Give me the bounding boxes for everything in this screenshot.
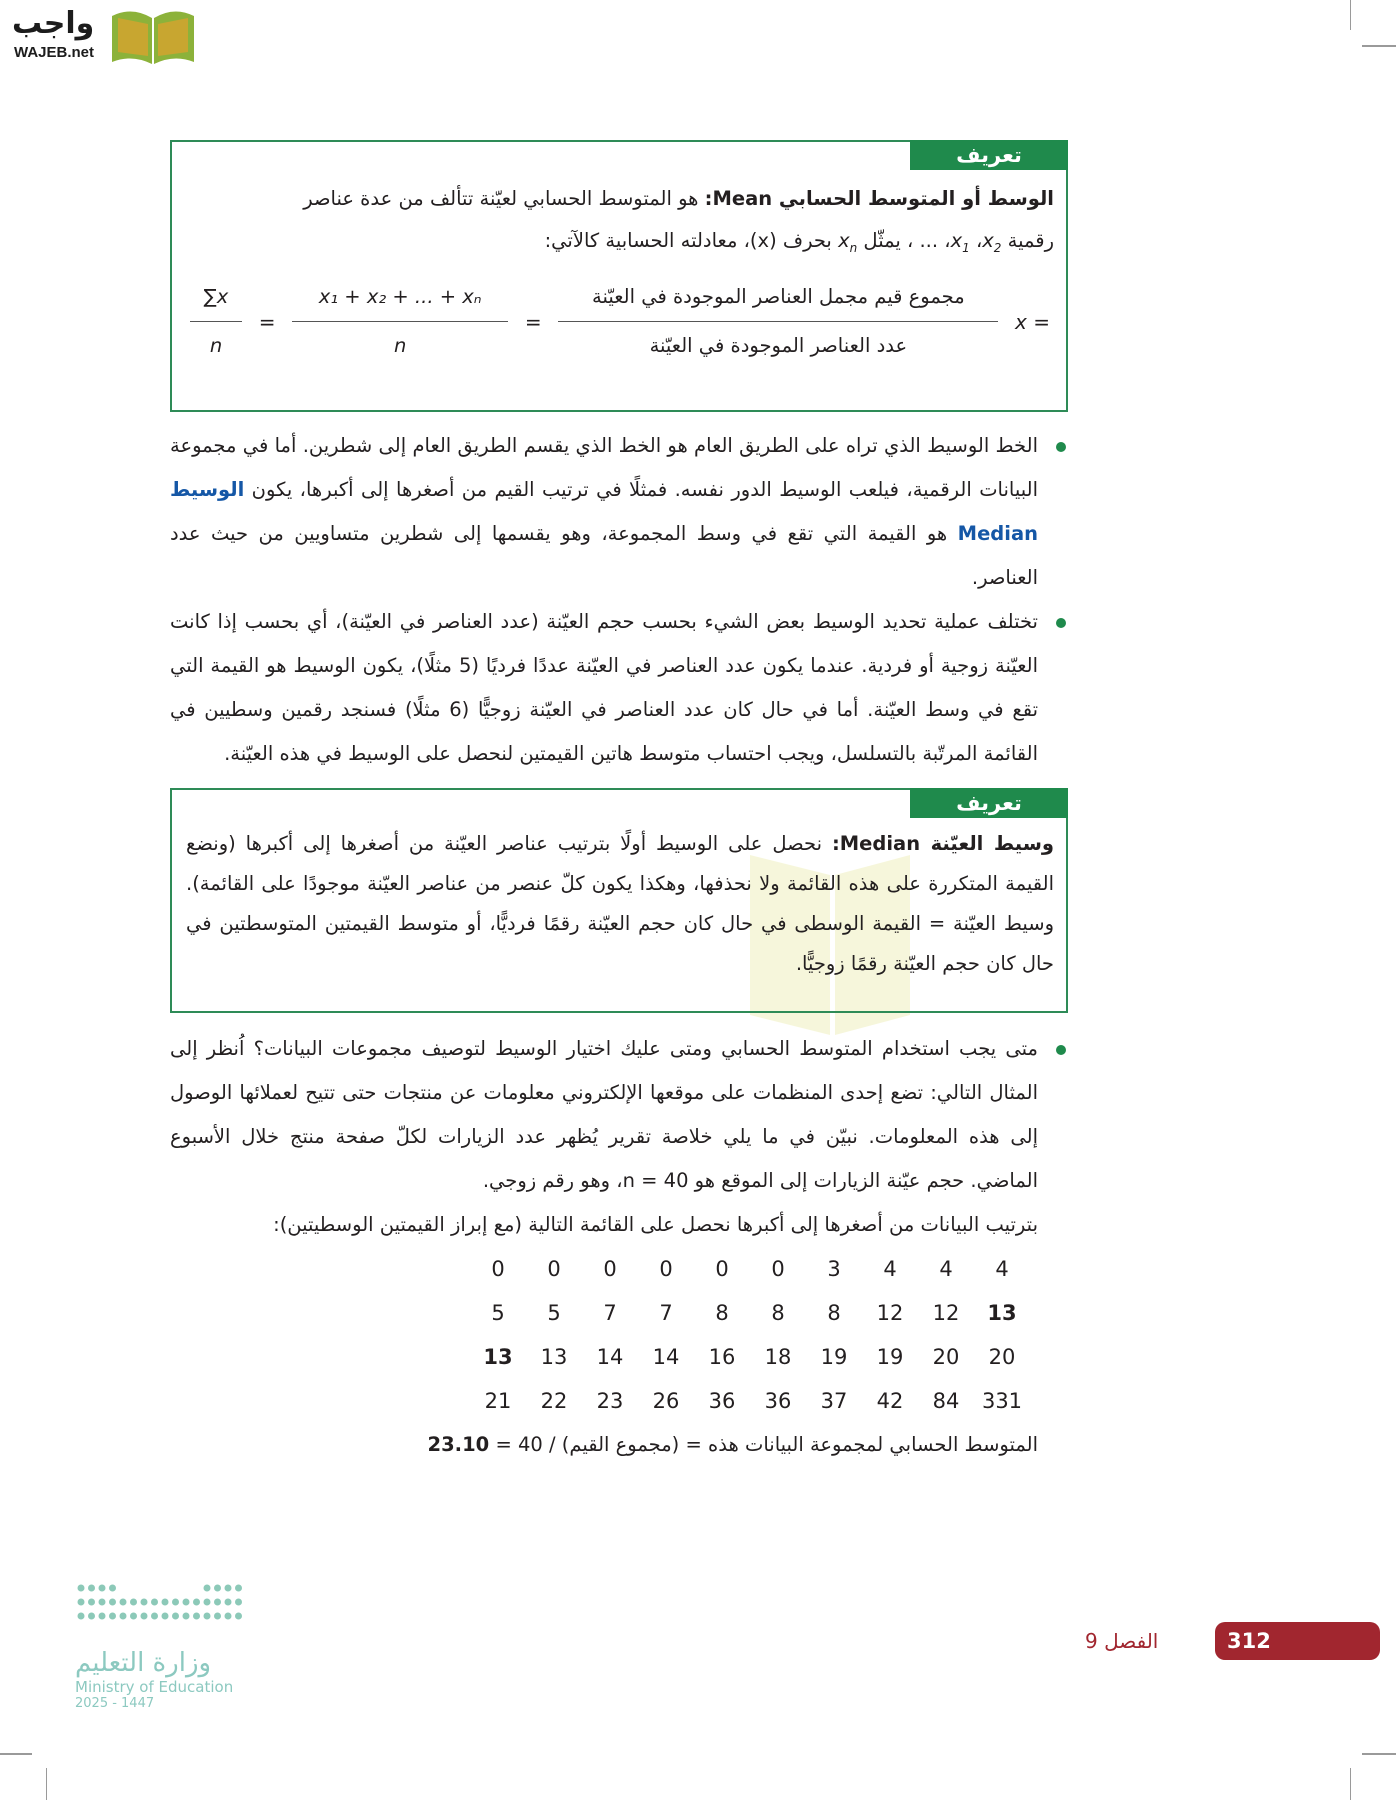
formula-fraction-sum xyxy=(292,277,508,367)
crop-mark xyxy=(1362,45,1396,47)
fraction-denominator: عدد العناصر الموجودة في العيّنة xyxy=(649,334,908,358)
logo-dot xyxy=(214,1585,221,1592)
page-content xyxy=(170,140,1068,1467)
sorted-value-cell: 331 xyxy=(981,1389,1023,1413)
formula-fraction-words xyxy=(558,277,998,367)
sorted-value-cell: 4 xyxy=(995,1257,1009,1281)
sorted-value-cell: 4 xyxy=(883,1257,897,1281)
definition-tab: تعريف xyxy=(910,788,1068,818)
sort-intro xyxy=(170,1203,1038,1247)
sorted-value-cell: 5 xyxy=(547,1301,561,1325)
xn-symbol: $x_n$ xyxy=(838,229,858,255)
text-fragment: ، xyxy=(975,229,983,252)
text-fragment: ، ... ، يمثّل xyxy=(863,229,951,252)
logo-dot xyxy=(130,1599,137,1606)
crop-mark xyxy=(0,1753,32,1755)
logo-dot xyxy=(99,1613,106,1620)
logo-dot xyxy=(99,1599,106,1606)
fraction-denominator: n xyxy=(209,334,223,358)
logo-dot xyxy=(109,1613,116,1620)
sorted-value-cell: 0 xyxy=(659,1257,673,1281)
ministry-dots-icon xyxy=(75,1580,245,1640)
ministry-logo xyxy=(75,1580,255,1711)
ministry-year: 2025 - 1447 xyxy=(75,1696,155,1711)
sorted-value-cell: 0 xyxy=(715,1257,729,1281)
x2-symbol: $x_2$ xyxy=(982,229,1002,255)
definition-box-median xyxy=(170,788,1068,1013)
mean-value: 23.10 xyxy=(427,1433,490,1456)
logo-dot xyxy=(172,1599,179,1606)
sorted-value-cell: 13 xyxy=(540,1345,568,1369)
logo-dot xyxy=(130,1613,137,1620)
text-fragment: هو القيمة التي تقع في وسط المجموعة، وهو يقسمها إلى شطرين متساويين من حيث عدد العناصر. xyxy=(170,522,1038,589)
sorted-value-cell: 36 xyxy=(708,1389,736,1413)
x1-symbol: $x_1$ xyxy=(950,229,970,255)
fraction-numerator: مجموع قيم مجمل العناصر الموجودة في العيّنة xyxy=(592,284,965,308)
bullet-median-intro xyxy=(170,424,1038,600)
crop-mark xyxy=(46,1768,47,1800)
sorted-value-cell: 21 xyxy=(484,1389,512,1413)
logo-dot xyxy=(78,1585,85,1592)
fraction-bar xyxy=(190,321,242,323)
bullet-icon xyxy=(1056,618,1066,628)
sorted-value-cell: 84 xyxy=(932,1389,960,1413)
logo-dot xyxy=(88,1585,95,1592)
logo-dot xyxy=(162,1599,169,1606)
logo-dot xyxy=(141,1613,148,1620)
fraction-bar xyxy=(558,321,998,323)
logo-dot xyxy=(225,1585,232,1592)
logo-dot xyxy=(120,1599,127,1606)
logo-dot xyxy=(204,1599,211,1606)
definition-text xyxy=(186,824,1054,984)
book-icon xyxy=(108,6,198,66)
logo-dot xyxy=(141,1599,148,1606)
equals-sign: = xyxy=(524,309,542,334)
sorted-value-cell: 0 xyxy=(491,1257,505,1281)
sorted-value-cell: 7 xyxy=(603,1301,617,1325)
sorted-value-cell: 19 xyxy=(820,1345,848,1369)
fraction-denominator: n xyxy=(393,334,407,358)
mean-result xyxy=(170,1423,1038,1467)
definition-term: الوسط أو المتوسط الحسابي Mean: xyxy=(704,187,1054,210)
definition-term: وسيط العيّنة Median: xyxy=(831,832,1055,855)
bullet-mean-vs-median xyxy=(170,1027,1038,1203)
equals-sign: = xyxy=(258,309,276,334)
logo-dot xyxy=(109,1585,116,1592)
sorted-value-cell: 12 xyxy=(932,1301,960,1325)
logo-dot xyxy=(88,1599,95,1606)
logo-text: واجب xyxy=(12,6,95,41)
sorted-value-cell: 20 xyxy=(932,1345,960,1369)
sorted-value-cell: 20 xyxy=(988,1345,1016,1369)
sorted-value-cell: 16 xyxy=(708,1345,736,1369)
sorted-value-cell: 22 xyxy=(540,1389,568,1413)
logo-dot xyxy=(214,1613,221,1620)
sorted-value-cell: 14 xyxy=(652,1345,680,1369)
bullet-median-odd-even xyxy=(170,600,1038,776)
logo-dot xyxy=(235,1585,242,1592)
logo-dot xyxy=(88,1613,95,1620)
sorted-value-cell: 12 xyxy=(876,1301,904,1325)
page-number-badge: 312 xyxy=(1215,1622,1380,1660)
crop-mark xyxy=(1350,1768,1351,1800)
logo-dot xyxy=(193,1599,200,1606)
bullet-text: متى يجب استخدام المتوسط الحسابي ومتى عليك اختيار الوسيط لتوصيف مجموعات البيانات؟ اُنظر إلى المثال التالي: تضع إحدى المنظمات على موقعها الإلكتروني معلومات عن منتجات حتى تتيح لعملائها الوصول إلى هذه المعلومات. نبيّن في ما يلي خلاصة تقرير يُظهر عدد الزيارات لكلّ صفحة منتج خلال الأسبوع الماضي. حجم عيّنة الزيارات إلى الموقع هو n = 40، وهو رقم زوجي. xyxy=(170,1037,1038,1192)
formula-fraction-sigma xyxy=(190,277,242,367)
ministry-name-en: Ministry of Education xyxy=(75,1678,234,1696)
definition-text xyxy=(186,178,1054,220)
logo-dot xyxy=(193,1613,200,1620)
sorted-value-cell: 26 xyxy=(652,1389,680,1413)
logo-dot xyxy=(78,1599,85,1606)
logo-subtext: WAJEB.net xyxy=(14,44,95,61)
text-fragment: بحرف (x)، معادلته الحسابية كالآتي: xyxy=(544,229,832,252)
sorted-value-cell: 14 xyxy=(596,1345,624,1369)
median-highlight: الوسيط Median xyxy=(170,478,1038,545)
text-fragment: رقمية xyxy=(1007,229,1054,252)
bullet-icon xyxy=(1056,1045,1066,1055)
crop-mark xyxy=(1362,1753,1396,1755)
logo-dot xyxy=(151,1613,158,1620)
logo-dot xyxy=(109,1599,116,1606)
logo-dot xyxy=(99,1585,106,1592)
logo-dot xyxy=(204,1613,211,1620)
sorted-value-cell: 42 xyxy=(876,1389,904,1413)
definition-body: نحصل على الوسيط أولًا بترتيب عناصر العيّنة من أصغرها إلى أكبرها (ونضع القيمة المتكررة على هذه القائمة ولا نحذفها، وهكذا يكون كلّ عنصر من عناصر العيّنة موجودًا على القائمة). وسيط العيّنة = القيمة الوسطى في حال كان حجم العيّنة رقمًا فرديًّا، أو متوسط القيمتين المتوسطتين في حال كان حجم العيّنة رقمًا زوجيًّا. xyxy=(186,832,1054,975)
logo-dot xyxy=(162,1613,169,1620)
text-fragment: الخط الوسيط الذي تراه على الطريق العام هو الخط الذي يقسم الطريق العام إلى شطرين. أما في مجموعة البيانات الرقمية، فيلعب الوسيط الدور نفسه. فمثلًا في ترتيب القيم من أصغرها إلى أكبرها، يكون xyxy=(170,434,1038,501)
bullet-icon xyxy=(1056,442,1066,452)
sorted-value-cell: 37 xyxy=(820,1389,848,1413)
sorted-value-cell: 19 xyxy=(876,1345,904,1369)
sorted-value-cell: 23 xyxy=(596,1389,624,1413)
fraction-numerator: ∑x xyxy=(203,284,229,308)
logo-dot xyxy=(225,1599,232,1606)
mean-formula xyxy=(186,269,1054,371)
logo-dot xyxy=(235,1599,242,1606)
ministry-name-ar: وزارة التعليم xyxy=(75,1648,212,1678)
sorted-value-cell: 3 xyxy=(827,1257,841,1281)
crop-mark xyxy=(1350,0,1351,30)
fraction-bar xyxy=(292,321,508,323)
sorted-value-cell: 8 xyxy=(827,1301,841,1325)
definition-body: هو المتوسط الحسابي لعيّنة تتألف من عدة عناصر xyxy=(303,187,699,210)
sorted-value-cell: 13 xyxy=(987,1301,1017,1325)
definition-line2 xyxy=(186,220,1054,269)
logo-dot xyxy=(235,1613,242,1620)
sorted-value-cell: 0 xyxy=(603,1257,617,1281)
sorted-value-cell: 8 xyxy=(771,1301,785,1325)
formula-lhs: x = xyxy=(1015,309,1050,334)
logo-dot xyxy=(204,1585,211,1592)
sorted-value-cell: 4 xyxy=(939,1257,953,1281)
definition-tab: تعريف xyxy=(910,140,1068,170)
sort-intro-text: بترتيب البيانات من أصغرها إلى أكبرها نحصل على القائمة التالية (مع إبراز القيمتين الوسطيتين): xyxy=(273,1213,1038,1236)
logo-dot xyxy=(78,1613,85,1620)
sorted-value-cell: 7 xyxy=(659,1301,673,1325)
logo-dot xyxy=(120,1613,127,1620)
definition-box-mean xyxy=(170,140,1068,412)
sorted-values-table xyxy=(470,1247,1030,1423)
logo-dot xyxy=(225,1613,232,1620)
sorted-value-cell: 18 xyxy=(764,1345,792,1369)
sorted-value-cell: 0 xyxy=(771,1257,785,1281)
sorted-value-cell: 13 xyxy=(483,1345,513,1369)
logo-dot xyxy=(214,1599,221,1606)
sorted-value-cell: 36 xyxy=(764,1389,792,1413)
fraction-numerator: x₁ + x₂ + ... + xₙ xyxy=(318,284,482,308)
logo-dot xyxy=(183,1613,190,1620)
logo-dot xyxy=(172,1613,179,1620)
chapter-label: الفصل 9 xyxy=(1085,1629,1159,1653)
sorted-value-cell: 8 xyxy=(715,1301,729,1325)
sorted-value-cell: 0 xyxy=(547,1257,561,1281)
wajeb-logo xyxy=(8,4,198,70)
logo-dot xyxy=(151,1599,158,1606)
bullet-text: تختلف عملية تحديد الوسيط بعض الشيء بحسب حجم العيّنة (عدد العناصر في العيّنة)، أي بحسب إذا كانت العيّنة زوجية أو فردية. عندما يكون عدد العناصر في العيّنة عددًا فرديًا (5 مثلًا)، يكون الوسيط هو القيمة التي تقع في وسط العيّنة. أما في حال كان عدد العناصر في العيّنة زوجيًّا (6 مثلًا) فسنجد رقمين وسطيين في القائمة المرتّبة بالتسلسل، ويجب احتساب متوسط هاتين القيمتين لنحصل على الوسيط في هذه العيّنة. xyxy=(170,610,1039,765)
mean-formula-text: المتوسط الحسابي لمجموعة البيانات هذه = (مجموع القيم) / 40 = xyxy=(495,1433,1038,1456)
logo-dot xyxy=(183,1599,190,1606)
sorted-value-cell: 5 xyxy=(491,1301,505,1325)
